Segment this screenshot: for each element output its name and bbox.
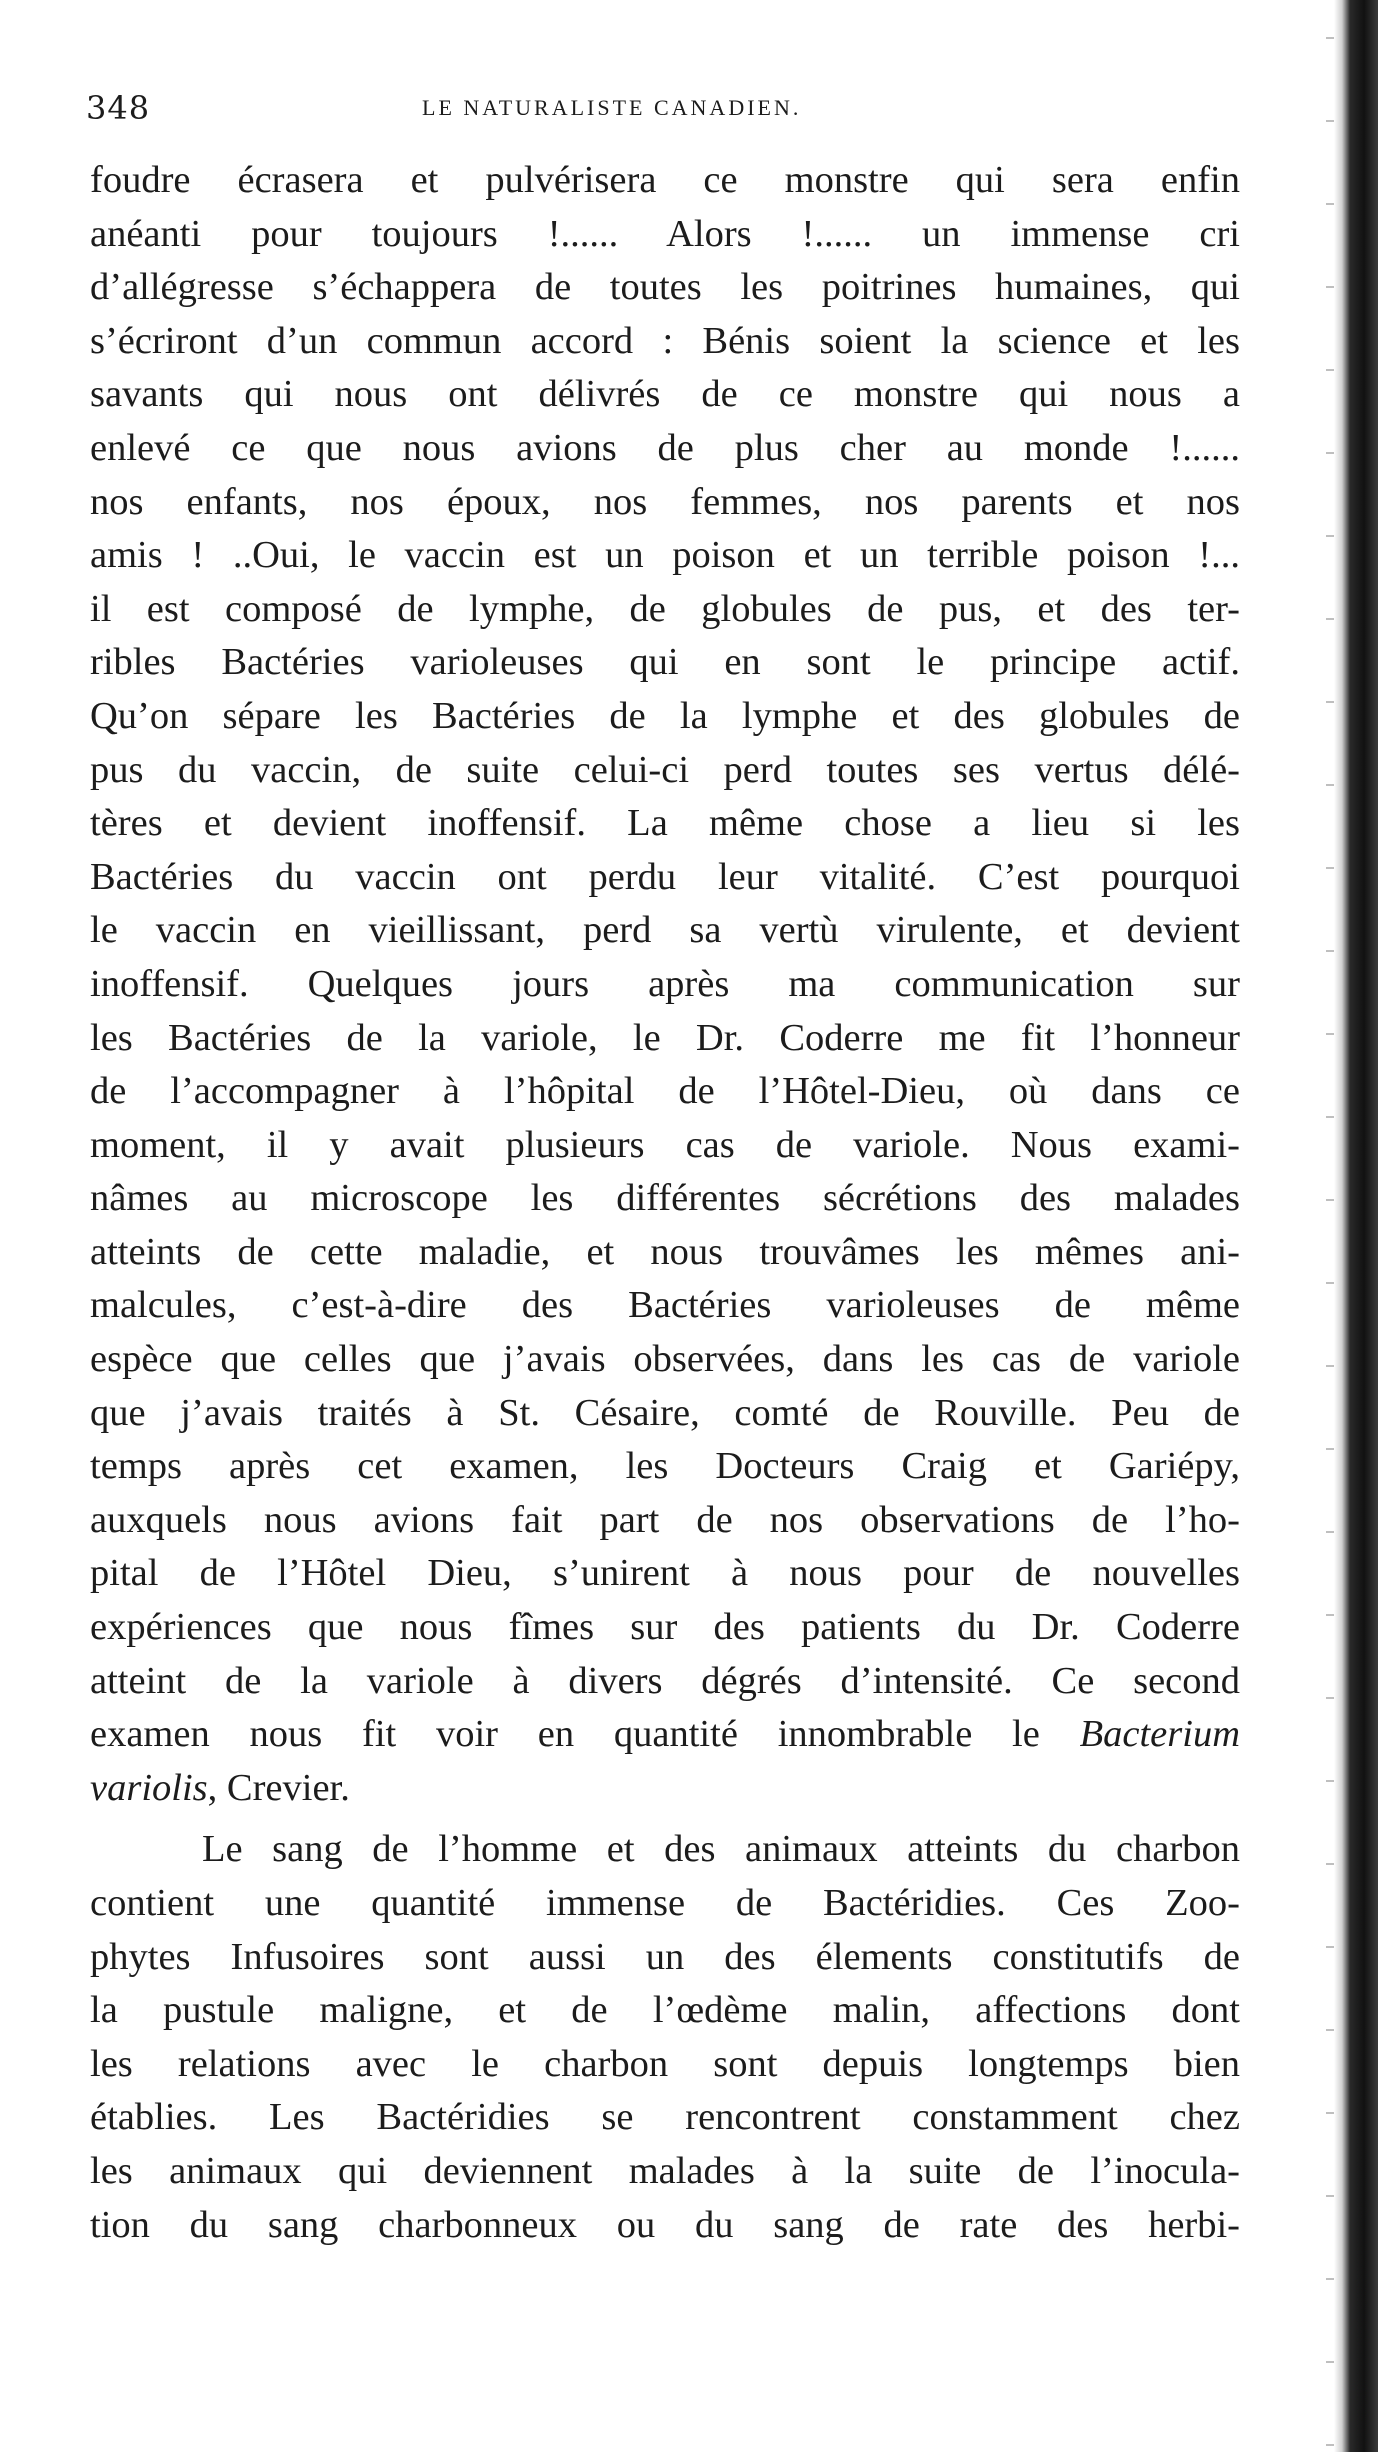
text-line-mixed: [90, 1762, 1240, 1816]
running-head: [86, 86, 1216, 130]
text-line: d’allégresse s’échappera de toutes les poitrines humaines, qui: [90, 266, 1240, 309]
text-line: la pustule maligne, et de l’œdème malin, affections dont: [90, 1989, 1240, 2032]
text-line: pital de l’Hôtel Dieu, s’unirent à nous pour de nouvelles: [90, 1552, 1240, 1595]
text-line: ribles Bactéries varioleuses qui en sont le principe actif.: [90, 641, 1240, 684]
text-line: que j’avais traités à St. Césaire, comté de Rouville. Peu de: [90, 1391, 1240, 1434]
text-line: nâmes au microscope les différentes sécrétions des malades: [90, 1177, 1240, 1220]
text-line: contient une quantité immense de Bactéridies. Ces Zoo-: [90, 1882, 1240, 1924]
text-line: nos enfants, nos époux, nos femmes, nos parents et nos: [90, 480, 1240, 523]
text-line: Bactéries du vaccin ont perdu leur vitalité. C’est pourquoi: [90, 855, 1240, 898]
text-line-mixed: [90, 1708, 1240, 1762]
text-line: phytes Infusoires sont aussi un des élements constitutifs de: [90, 1935, 1240, 1978]
text-line: inoffensif. Quelques jours après ma communication sur: [90, 962, 1240, 1005]
text-line: tères et devient inoffensif. La même chose a lieu si les: [90, 802, 1240, 845]
text-run: examen nous fit voir en quantité innombrable le: [90, 1713, 1080, 1756]
text-line: établies. Les Bactéridies se rencontrent constamment chez: [90, 2096, 1240, 2139]
italic-term: variolis: [90, 1766, 208, 1809]
text-line: amis ! ..Oui, le vaccin est un poison et un terrible poison !...: [90, 534, 1240, 577]
text-line: enlevé ce que nous avions de plus cher au monde !......: [90, 426, 1240, 469]
text-line: foudre écrasera et pulvérisera ce monstre qui sera enfin: [90, 159, 1240, 201]
text-line: temps après cet examen, les Docteurs Craig et Gariépy,: [90, 1445, 1240, 1488]
text-line: s’écriront d’un commun accord : Bénis soient la science et les: [90, 319, 1240, 362]
text-line: de l’accompagner à l’hôpital de l’Hôtel-Dieu, où dans ce: [90, 1070, 1240, 1113]
paragraph-2: [90, 1823, 1240, 2252]
text-run: , Crevier.: [207, 1766, 350, 1809]
text-line: le vaccin en vieillissant, perd sa vertù virulente, et devient: [90, 909, 1240, 952]
italic-term: Bacterium: [1079, 1713, 1240, 1756]
page-binding-edge: [1334, 0, 1378, 2452]
text-line: auxquels nous avions fait part de nos observations de l’ho-: [90, 1498, 1240, 1541]
text-line: savants qui nous ont délivrés de ce monstre qui nous a: [90, 373, 1240, 416]
text-line: Le sang de l’homme et des animaux atteints du charbon: [202, 1828, 1240, 1871]
text-line: anéanti pour toujours !...... Alors !...... un immense cri: [90, 212, 1240, 255]
text-line: les animaux qui deviennent malades à la suite de l’inocula-: [90, 2149, 1240, 2192]
text-line: les Bactéries de la variole, le Dr. Coderre me fit l’honneur: [90, 1016, 1240, 1059]
journal-title: LE NATURALISTE CANADIEN.: [422, 95, 802, 120]
text-line: atteints de cette maladie, et nous trouvâmes les mêmes ani-: [90, 1230, 1240, 1273]
text-line: il est composé de lymphe, de globules de pus, et des ter-: [90, 587, 1240, 630]
text-line: pus du vaccin, de suite celui-ci perd toutes ses vertus délé-: [90, 748, 1240, 791]
text-line: expériences que nous fîmes sur des patients du Dr. Coderre: [90, 1606, 1240, 1649]
body-text: [90, 154, 1240, 2252]
text-line: espèce que celles que j’avais observées, dans les cas de variole: [90, 1338, 1240, 1381]
text-line: atteint de la variole à divers dégrés d’intensité. Ce second: [90, 1659, 1240, 1702]
text-line: tion du sang charbonneux ou du sang de rate des herbi-: [90, 2203, 1240, 2246]
text-line: malcules, c’est-à-dire des Bactéries varioleuses de même: [90, 1284, 1240, 1327]
page-number: 348: [86, 89, 151, 127]
text-line: Qu’on sépare les Bactéries de la lymphe et des globules de: [90, 694, 1240, 737]
paragraph-gap: [90, 1815, 1240, 1823]
paragraph-1: [90, 154, 1240, 1815]
text-line: les relations avec le charbon sont depuis longtemps bien: [90, 2042, 1240, 2085]
text-line: moment, il y avait plusieurs cas de variole. Nous exami-: [90, 1123, 1240, 1166]
